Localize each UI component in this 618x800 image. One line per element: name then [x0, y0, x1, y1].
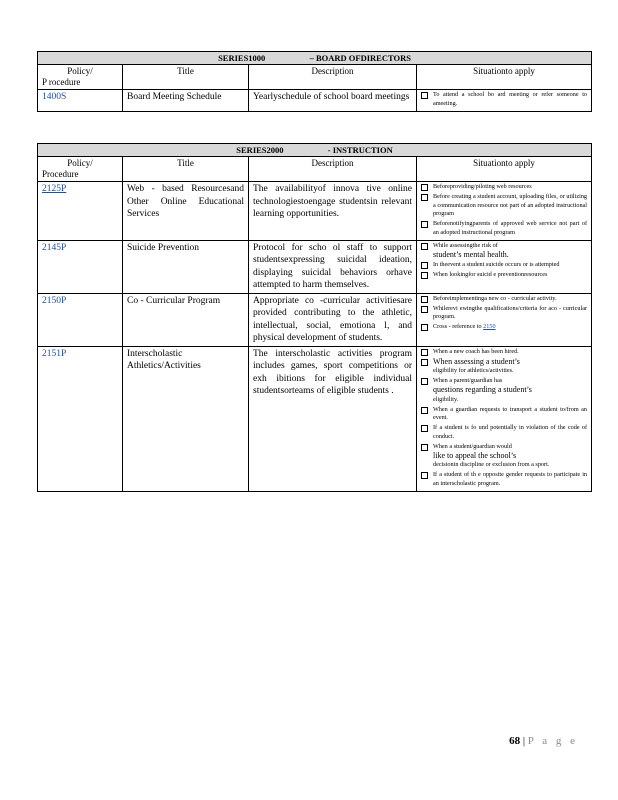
cross-reference-link-2150[interactable]: 2150 [483, 323, 496, 331]
title-column-header: Title [123, 157, 249, 182]
policy-link-2150P[interactable]: 2150P [42, 295, 67, 306]
checkbox-bullet-icon [421, 425, 428, 432]
table-row [38, 293, 592, 346]
policy-link-1400S[interactable]: 1400S [42, 92, 67, 102]
checkbox-bullet-icon [421, 472, 428, 479]
situation-item: When a student/guardian would like to appeal the school’s decisionin discipline or exclusion from a sport. [421, 443, 587, 470]
checkbox-bullet-icon [421, 324, 428, 331]
page-label: P a g e [527, 735, 578, 747]
checkbox-bullet-icon [421, 306, 428, 313]
table-row [38, 346, 592, 491]
situation-item: To attend a school bo ard meeting or refer someone to ameeting. [421, 91, 587, 109]
policy-column-header: Policy/ P rocedure [38, 65, 123, 90]
table-row [38, 240, 592, 293]
page-footer [509, 735, 578, 747]
table-row [38, 182, 592, 241]
situation-item: Beforeimplementinga new co - curricular activity. [421, 295, 587, 304]
situation-item: Beforenotifyingparents of approved web service not part of an adopted instructional program [421, 220, 587, 238]
footer-separator: | [522, 735, 526, 747]
situation-item: When assessing a student’s eligibility for athletics/activities. [421, 358, 587, 377]
table-row [38, 90, 592, 112]
policy-title: Suicide Prevention [123, 240, 249, 293]
situation-column-header: Situationto apply [417, 157, 592, 182]
policy-link-2145P[interactable]: 2145P [42, 242, 67, 253]
series-2000-table [37, 143, 592, 492]
page-number: 68 [509, 735, 521, 747]
title-column-header: Title [123, 65, 249, 90]
situation-item: In theevent a student suicide occurs or is attempted [421, 261, 587, 270]
series-header [38, 52, 592, 65]
checkbox-bullet-icon [421, 359, 428, 366]
checkbox-bullet-icon [421, 349, 428, 356]
policy-title: Co - Curricular Program [123, 293, 249, 346]
policy-description: The availabilityof innova tive online technologiestoengage studentsin relevant learning opportunities. [249, 182, 417, 241]
situation-item: Beforeproviding/piloting web resources [421, 183, 587, 192]
checkbox-bullet-icon [421, 378, 428, 385]
policy-description: Protocol for scho ol staff to support studentsexpressing suicidal ideation, displaying suicidal behaviors orhave attempted to harm themselves. [249, 240, 417, 293]
checkbox-bullet-icon [421, 272, 428, 279]
checkbox-bullet-icon [421, 221, 428, 228]
description-column-header: Description [249, 157, 417, 182]
situation-item: Before creating a student account, uploading files, or utilizing a communication resource not part of an adopted instructional program [421, 193, 587, 219]
checkbox-bullet-icon [421, 444, 428, 451]
situation-item: Cross - reference to 2150 [421, 323, 587, 332]
series-name: - INSTRUCTION [327, 145, 393, 155]
situation-item: When lookingfor suicid e preventionresources [421, 271, 587, 280]
policy-description: The interscholastic activities program includes games, sport competitions or exh ibitions for eligible individual studentsorteams of eligible students . [249, 346, 417, 491]
checkbox-bullet-icon [421, 184, 428, 191]
situation-item: When a guardian requests to transport a student to/from an event. [421, 406, 587, 424]
situation-item: When a new coach has been hired. [421, 348, 587, 357]
series-number: SERIES1000 [218, 53, 266, 63]
series-number: SERIES2000 [236, 145, 284, 155]
policy-title: Interscholastic Athletics/Activities [123, 346, 249, 491]
policy-description: Appropriate co -curricular activitiesare provided contributing to the athletic, intellectual, social, emotiona l, and physical development of students. [249, 293, 417, 346]
series-header [38, 144, 592, 157]
policy-title: Board Meeting Schedule [123, 90, 249, 112]
checkbox-bullet-icon [421, 262, 428, 269]
checkbox-bullet-icon [421, 243, 428, 250]
situation-item: Whilerevi ewingthe qualifications/criteria for aco - curricular program. [421, 305, 587, 323]
policy-link-2151P[interactable]: 2151P [42, 348, 67, 359]
policy-link-2125P[interactable]: 2125P [42, 184, 67, 194]
checkbox-bullet-icon [421, 296, 428, 303]
situation-column-header: Situationto apply [417, 65, 592, 90]
situation-item: When a parent/guardian has questions regarding a student’s eligibility. [421, 377, 587, 404]
series-name: – BOARD OFDIRECTORS [309, 53, 411, 63]
checkbox-bullet-icon [421, 407, 428, 414]
series-1000-table [37, 51, 592, 112]
checkbox-bullet-icon [421, 92, 428, 99]
situation-item: If a student is fo und potentially in violation of the code of conduct. [421, 424, 587, 442]
situation-item: If a student of th e opposite gender requests to participate in an interscholastic program. [421, 471, 587, 489]
description-column-header: Description [249, 65, 417, 90]
policy-title: Web - based Resourcesand Other Online Educational Services [123, 182, 249, 241]
policy-description: Yearlyschedule of school board meetings [249, 90, 417, 112]
checkbox-bullet-icon [421, 194, 428, 201]
policy-column-header: Policy/ Procedure [38, 157, 123, 182]
situation-item: While assessingthe risk of student’s mental health. [421, 242, 587, 261]
